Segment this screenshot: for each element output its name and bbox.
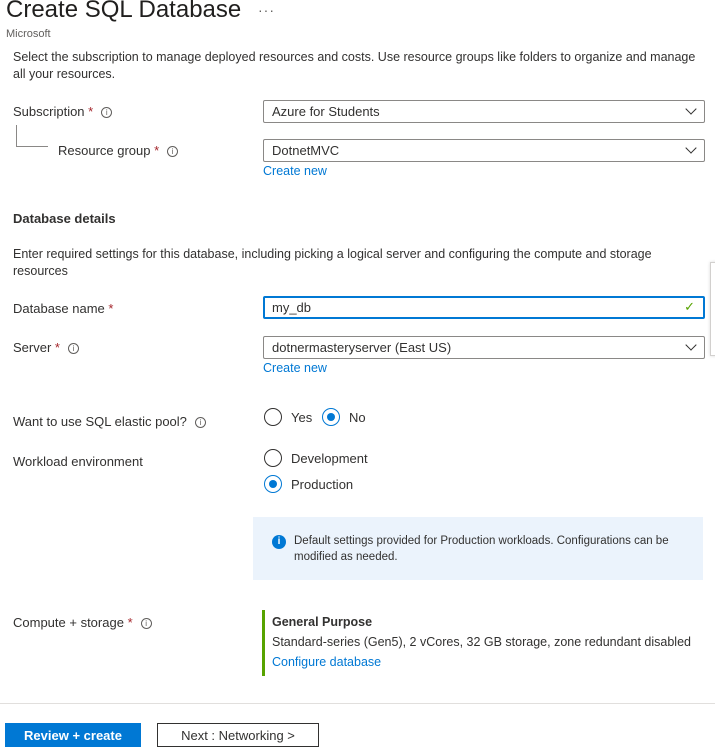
compute-tier: General Purpose <box>272 615 373 629</box>
page-title: Create SQL Database <box>6 0 242 23</box>
info-icon: i <box>272 535 286 549</box>
check-icon: ✓ <box>684 299 695 314</box>
chevron-down-icon <box>685 103 696 114</box>
database-details-description: Enter required settings for this database, including picking a logical server and configuring the compute and storage resources <box>13 247 652 278</box>
radio-yes[interactable] <box>264 408 282 426</box>
elastic-pool-yes[interactable]: Yes <box>264 408 312 426</box>
chevron-down-icon <box>685 339 696 350</box>
subscription-label: Subscription * i <box>13 104 112 119</box>
resource-group-select[interactable]: DotnetMVC <box>263 139 705 162</box>
radio-production[interactable] <box>264 475 282 493</box>
database-name-input[interactable]: my_db ✓ <box>263 296 705 319</box>
validation-callout <box>710 262 715 356</box>
elastic-pool-no[interactable]: No <box>322 408 366 426</box>
configure-database-link[interactable]: Configure database <box>272 655 382 669</box>
server-label: Server * i <box>13 340 79 355</box>
compute-details: Standard-series (Gen5), 2 vCores, 32 GB storage, zone redundant disabled <box>272 635 691 649</box>
intro-text: Select the subscription to manage deployed resources and costs. Use resource groups like folders to organize and manage all your resources. <box>13 50 696 81</box>
elastic-pool-label: Want to use SQL elastic pool? i <box>13 414 206 429</box>
database-details-heading: Database details <box>13 211 116 226</box>
info-icon[interactable]: i <box>195 417 206 428</box>
info-icon[interactable]: i <box>167 146 178 157</box>
footer-divider <box>0 703 715 704</box>
resource-group-label: Resource group * i <box>58 143 178 158</box>
next-networking-button[interactable]: Next : Networking > <box>157 723 319 747</box>
compute-accent-bar <box>262 610 265 676</box>
workload-label: Workload environment <box>13 454 143 469</box>
info-icon[interactable]: i <box>141 618 152 629</box>
subscription-select[interactable]: Azure for Students <box>263 100 705 123</box>
workload-production[interactable]: Production <box>264 475 353 493</box>
workload-development[interactable]: Development <box>264 449 368 467</box>
chevron-down-icon <box>685 142 696 153</box>
info-banner: i Default settings provided for Production workloads. Configurations can be modified as needed. <box>253 517 703 580</box>
radio-development[interactable] <box>264 449 282 467</box>
database-name-label: Database name * <box>13 301 114 316</box>
more-options-icon[interactable]: ··· <box>258 2 275 18</box>
radio-no[interactable] <box>322 408 340 426</box>
tree-connector <box>16 125 48 147</box>
compute-storage-label: Compute + storage * i <box>13 615 152 630</box>
create-new-server-link[interactable]: Create new <box>263 361 327 375</box>
info-icon[interactable]: i <box>101 107 112 118</box>
publisher: Microsoft <box>6 28 51 40</box>
server-select[interactable]: dotnermasteryserver (East US) <box>263 336 705 359</box>
review-create-button[interactable]: Review + create <box>5 723 141 747</box>
create-new-resource-group-link[interactable]: Create new <box>263 164 327 178</box>
info-icon[interactable]: i <box>68 343 79 354</box>
